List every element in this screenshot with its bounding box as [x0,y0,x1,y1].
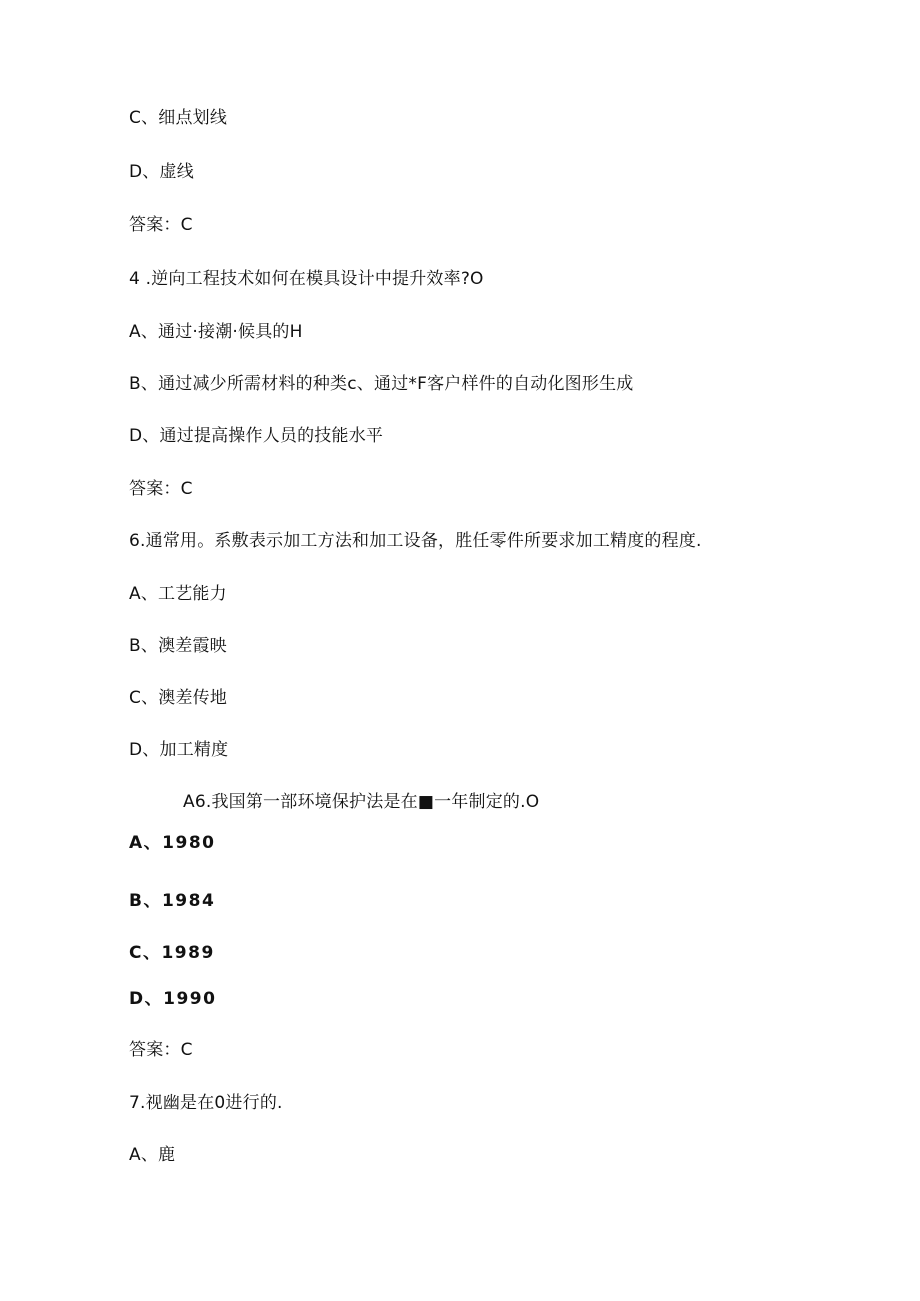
answer-line: 答案：C [129,215,193,235]
option-d-line: D、加工精度 [129,740,229,760]
option-a-line: A、工艺能力 [129,584,227,604]
option-c-line: C、澳差传地 [129,688,228,708]
question-7: 7.视幽是在0进行的. [129,1093,283,1113]
option-a-line: A、通过·接潮·候具的H [129,322,303,342]
option-a-line: A、鹿 [129,1145,176,1165]
option-d-line: D、1990 [129,989,217,1009]
option-c-line: C、细点划线 [129,108,228,128]
question-a6: A6.我国第一部环境保护法是在■一年制定的.O [183,792,540,812]
option-d-line: D、虚线 [129,162,194,182]
option-b-line: B、澳差霞映 [129,636,227,656]
option-b-c-line: B、通过减少所需材料的种类c、通过*F客户样件的自动化图形生成 [129,374,634,394]
answer-line: 答案：C [129,1040,193,1060]
option-a-line: A、1980 [129,833,216,853]
option-d-line: D、通过提高操作人员的技能水平 [129,426,384,446]
question-4: 4 .逆向工程技术如何在模具设计中提升效率?O [129,269,484,289]
option-b-line: B、1984 [129,891,216,911]
question-6: 6.通常用。系敷表示加工方法和加工设备，胜任零件所要求加工精度的程度. [129,531,702,551]
option-c-line: C、1989 [129,943,215,963]
answer-line: 答案：C [129,479,193,499]
